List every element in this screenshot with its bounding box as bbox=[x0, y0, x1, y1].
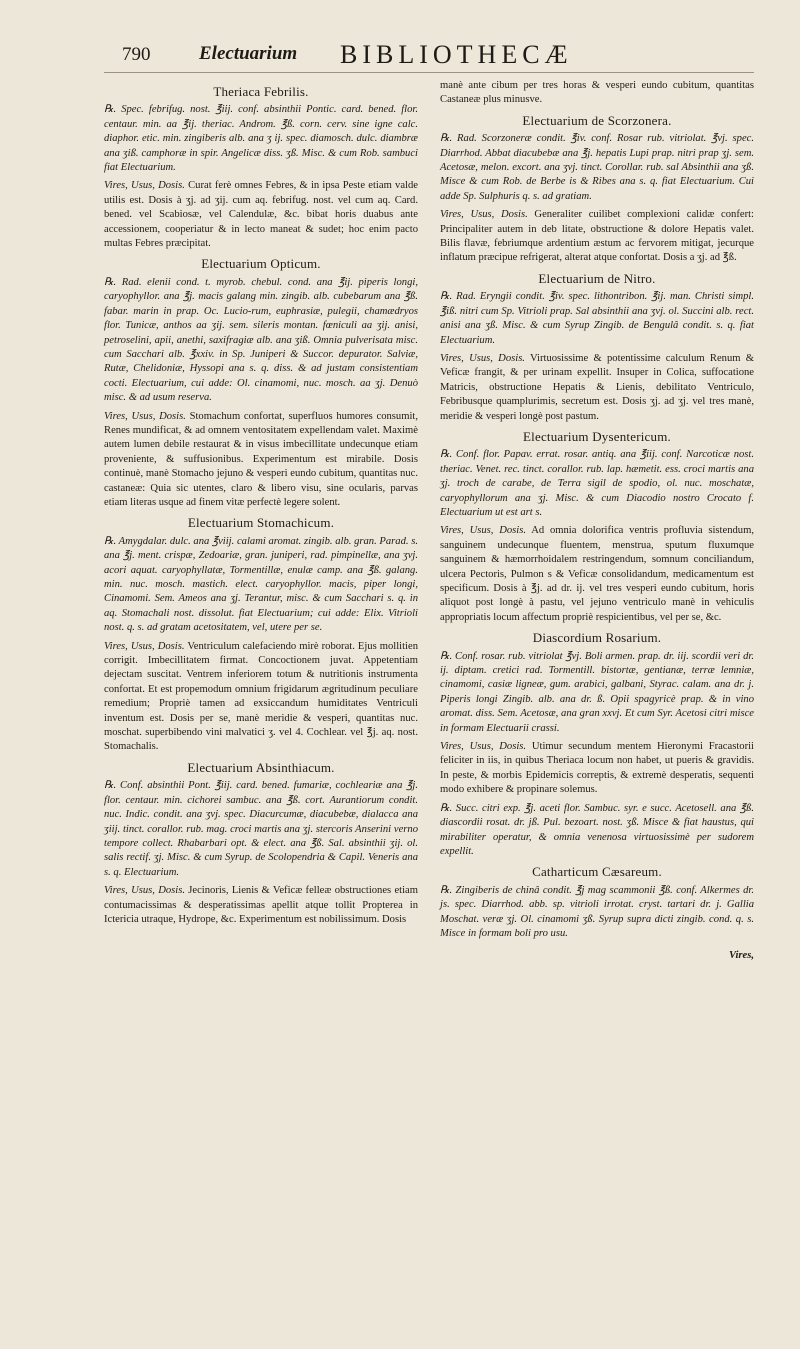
paragraph-lead: Vires, Usus, Dosis. bbox=[104, 885, 185, 897]
paragraph-body: Ventriculum calefaciendo mirè roborat. Ejus mollitien corrigit. Imbecillitatem firmat. Concoctionem juvat. Appetentiam dejectam suscitat. Ventrem inferiorem totum & nutritionis instrumenta confortat. Et est propemodum omnium frigidarum ægritudinum peculiare remedium; Propriè tamen ad exsiccandum humiditates Ventriculi inventum est. Dosis per se, manè meridie & vesperi, quantitas nuc. moschat. superbibendo vini malvatici ʒ. vel 4. Cochlear. vel ℥j. aq. nost. Stomachalis. bbox=[104, 640, 418, 753]
paragraph-body: Virtuosissime & potentissime calculum Renum & Veficæ frangit, & per urinam expellit. Insuper in Colica, suffocatione Matricis, obstructione Hepatis & Lienis, debilitato Ventriculo, Febribusque quamplurimis, secretum est. Dosis ʒj. ad ʒj. vel tres manè, meridie & vesperi longè post pastum. bbox=[440, 352, 754, 422]
recipe-text: ℞. Conf. absinthii Pont. ℥iij. card. bened. fumariæ, cochleariæ ana ℥j. flor. centaur. min. cichorei sambuc. ana ℥ß. cort. Aurantiorum condit. nuc. Indic. condit. ana ʒvj. spec. Diacurcumæ, diacubebæ, dialacca ana ʒiij. tinct. corallor. rub. mag. croci martis ana ʒj. stercoris Anserini verno tempore collect. Rhabarbari opt. & elect. ana ℥ß. Sal. absinthii ʒij. ol. salis rectif. ʒj. Misc. & cum Syrup. de Scolopendria & Capil. Veneris ana s. q. Electuarium. bbox=[104, 780, 418, 878]
paragraph-body: Curat ferè omnes Febres, & in ipsa Peste etiam valde utilis est. Dosis à ʒj. ad ʒij. cum aq. febrifug. nost. vel cum aq. Card. bened. vel Scabiosæ, vel Calendulæ, &c. bibat horis duabus ante accessionem, cooperiatur & in lecto maneat & sudet; hoc enim pacto multas Febres præcipitat. bbox=[104, 180, 418, 250]
recipe-text: ℞. Amygdalar. dulc. ana ℥viij. calami aromat. zingib. alb. gran. Parad. s. ana ℥j. ment. crispæ, Zedoariæ, gran. juniperi, rad. pimpinellæ, ana ʒvj. acori aquat. caryophyllatæ, Tormentillæ, enulæ camp. ana ℥ß. galang. min. nuc. mosch. mastich. elect. caryophyllor. macis, piper longi, Cinamomi. Sem. Ameos ana ʒj. Terantur, misc. & cum Sacchari s. q. in aq. Stomachali nost. dissolut. fiat Electuarium; cui adde: Elix. Vitrioli nost. q. s. ad gratam acetositatem, vel, utere per se. bbox=[104, 535, 418, 634]
paragraph bbox=[104, 179, 418, 251]
paragraph-lead: Vires, Usus, Dosis. bbox=[440, 741, 527, 753]
section-heading: Electuarium Opticum. bbox=[201, 256, 321, 272]
recipe-text: ℞. Rad. Scorzoneræ condit. ℥iv. conf. Rosar rub. vitriolat. ℥vj. spec. Diarrhod. Abbat diacubebæ ana ℥j. hepatis Lupi prap. nitri prap ʒj. sem. Acetosæ, melon. excort. ana ʒvj. tinct. Corollar. rub. sal Absinthii ana ʒß. Misce & cum Rob. de Berbe is & Ribes ana s. q. fiat Electuarium. Cui adde Sp. Sulphuris q. s. ad gratiam. bbox=[440, 133, 754, 202]
section-heading: Theriaca Febrilis. bbox=[213, 84, 309, 99]
recipe-text: ℞. Rad. Eryngii condit. ℥iv. spec. lithontribon. ℥ij. man. Christi simpl. ℥iß. nitri cum Sp. Vitrioli prap. Sal absinthii ana ʒvj. ol. Succini alb. rect. anisi ana ʒß. Misc. & cum Syrup Zingib. de Bengulâ condit. s. q. fiat Electuarium. bbox=[440, 291, 754, 346]
paragraph-body: Jecinoris, Lienis & Veficæ felleæ obstructiones etiam contumacissimas & desperatissimas apellit atque tollit Propterea in Ictericia utraque, Hydrope, &c. Experimentum est nobilissimum. Dosis bbox=[104, 885, 418, 925]
paragraph-lead: Vires, Usus, Dosis. bbox=[440, 209, 528, 221]
section-heading: Electuarium Stomachicum. bbox=[187, 515, 335, 531]
right-column bbox=[440, 79, 754, 964]
page-title: BIBLIOTHECÆ bbox=[340, 40, 573, 69]
recipe-text: ℞. Conf. rosar. rub. vitriolat ℥vj. Boli armen. prap. dr. iij. scordii veri dr. ij. diptam. cretici rad. Tormentill. bistortæ, gentianæ, terræ lemniæ, cinamomi, casiæ ligneæ, gum. arabici, galbani, Styrac. calam. ana dr. j. Piperis longi Zingib. alb. ana dr. ß. Opii spagyricè prap. & in vino aromat. diss. Sem. Acetosæ, ana gran xxvj. Et cum Syr. Acetosi citri misce in formam Electuarii crassi. bbox=[440, 650, 754, 734]
paragraph bbox=[440, 740, 754, 798]
section-heading: Diascordium Rosarium. bbox=[532, 630, 662, 646]
recipe-text: ℞. Spec. febrifug. nost. ℥iij. conf. absinthii Pontic. card. bened. flor. centaur. min. aa ℥ij. theriac. Androm. ℥ß. corn. cerv. sine igne calc. diaphor. etic. min. zingiberis alb. ana ʒ ij. spec. diamosch. dulc. diambræ ana ʒiß. camphoræ in spir. Angelicæ diss. ʒß. Misc. & cum Rob. sambuci fiat Electuarium. bbox=[104, 104, 418, 174]
section-heading: Electuarium de Scorzonera. bbox=[522, 112, 672, 128]
paragraph bbox=[440, 352, 754, 424]
paragraph-body: manè ante cibum per tres horas & vesperi eundo cubitum, quantitas Castaneæ plus minusve. bbox=[440, 80, 754, 106]
paragraph-lead: Vires, Usus, Dosis. bbox=[104, 180, 185, 192]
recipe-text: ℞. Rad. elenii cond. t. myrob. chebul. cond. ana ℥ij. piperis longi, caryophyllor. ana ℥j. macis galang min. zingib. alb. cubebarum ana ℥ß. fabar. marin in prap. Oc. Lucio-rum, euphrasiæ, pulegii, chamædryos flor. Tunicæ, anthos aa ʒij. sem. sileris montan. fœniculi aa ʒij. anisi, petroselini, apii, anethi, saxifragiæ alb. ana ʒiß. Omnia pulverisata misc. cum Sacchari alb. ℥xxiv. in Sp. Juniperi & Succor. depurator. Salviæ, Rutæ, Chelidoniæ, Hyssopi ana s. q. diss. & ad justam consistentiam cocti. Electuarium, cui adde: Ol. cinamomi, nuc. mosch. aa ʒj. Denuò misc. & ad usum reserva. bbox=[104, 276, 418, 404]
recipe-text: ℞. Zingiberis de chinâ condit. ℥j mag scammonii ℥ß. conf. Alkermes dr. js. spec. Diarrhod. abb. sp. vitrioli irrotat. cryst. tartari dr. j. Gallia Moschat. veræ ʒj. Ol. cinamomi ʒß. Syrup supra dicti zingib. cond. q. s. Misce in formam boli pro usu. bbox=[440, 884, 754, 939]
paragraph-lead: Vires, Usus, Dosis. bbox=[440, 352, 525, 364]
section-heading: Electuarium Absinthiacum. bbox=[187, 759, 335, 775]
paragraph bbox=[104, 884, 418, 927]
section-heading: Electuarium de Nitro. bbox=[538, 270, 656, 286]
section-heading: Catharticum Cæsareum. bbox=[532, 864, 662, 880]
paragraph bbox=[440, 524, 754, 625]
section-heading: Electuarium Dysentericum. bbox=[523, 428, 671, 444]
text-columns bbox=[104, 79, 754, 964]
paragraph-lead: Vires, Usus, Dosis. bbox=[104, 640, 185, 652]
page-number: 790 bbox=[122, 44, 151, 65]
recipe-text: ℞. Conf. flor. Papav. errat. rosar. antiq. ana ℥iij. conf. Narcoticæ nost. theriac. Venet. rec. tinct. corallor. rub. lap. hæmetit. ess. croci martis ana ʒj. troch de carabe, de Terra sigil de spodio, ol. nuc. moschatæ, caryophyllorum ana ʒj. Misc. & cum Diacodio nostro Crocato f. Electuarium ut est art s. bbox=[440, 449, 754, 518]
page-header bbox=[104, 40, 754, 73]
paragraph bbox=[440, 208, 754, 266]
paragraph-body: Generaliter cuilibet complexioni calidæ confert: Principaliter autem in deb litate, obstructione & dolore Hepatis valet. Bilis flavæ, febriumque ardentium æstum ac fervorem mitigat, jecurque inflatum præcipue refrigerat, alterat atque confortat. Dosis a ʒj. ad ℥ß. bbox=[440, 209, 754, 264]
catchword: Vires, bbox=[728, 950, 754, 962]
paragraph-lead: Vires, Usus, Dosis. bbox=[440, 525, 527, 537]
recipe-text: ℞. Succ. citri exp. ℥j. aceti flor. Sambuc. syr. e succ. Acetosell. ana ℥ß. diascordii rosat. dr. jß. Pul. bezoart. nost. ʒß. Misce & fiat haustus, qui mirabiliter operatur, & omnia venenosa virtuosissimè per sudorem expellit. bbox=[440, 802, 754, 857]
left-column bbox=[104, 79, 418, 964]
paragraph-body: Stomachum confortat, superfluos humores consumit, Renes mundificat, & ad omnem ventositatem expellendam valet. Maximè autem lumen debile restaurat & in visus imbecillitate undecunque etiam proveniente, & suffusionibus. Experimentum est mirabile. Dosis continuè, manè Stomacho jejuno & vesperi eundo cubitum, quantitas nuc. castaneæ: Quia sic utentes, claro & libero visu, sine ocularis, parvas etiam literas usque ad finem vitæ perfectè legere solent. bbox=[104, 410, 418, 508]
paragraph bbox=[104, 410, 418, 511]
paragraph-lead: Vires, Usus, Dosis. bbox=[104, 410, 186, 422]
paragraph-body: Ad omnia dolorifica ventris profluvia sistendum, sanguinem undecunque fluentem, menstrua, sputum fluxumque sanguinem & hæmorrhoidalem restringendum, somnum conciliandum, ulcera Pectoris, Pulmon s & Veficæ consolidandum, medicamentum est specificum. Dosis à ℥j. ad dr. ij. vel tres vesperi eundo cubitum, horis aliquot post longè à pastu, vel jejuno ventriculo manè in vehiculis appropriatis locum affectum propriè respicientibus, vel per se, &c. bbox=[440, 525, 754, 623]
paragraph bbox=[104, 640, 418, 755]
running-head: Electuarium bbox=[199, 43, 298, 64]
paragraph bbox=[440, 79, 754, 108]
paragraph-body: Utimur secundum mentem Hieronymi Fracastorii feliciter in iis, in quibus Theriaca locum non habet, ut pueris & gravidis. In peste, & morbis Epidemicis correptis, & extremè desperatis, sequenti modo exhibere & propinare solemus. bbox=[440, 741, 754, 796]
